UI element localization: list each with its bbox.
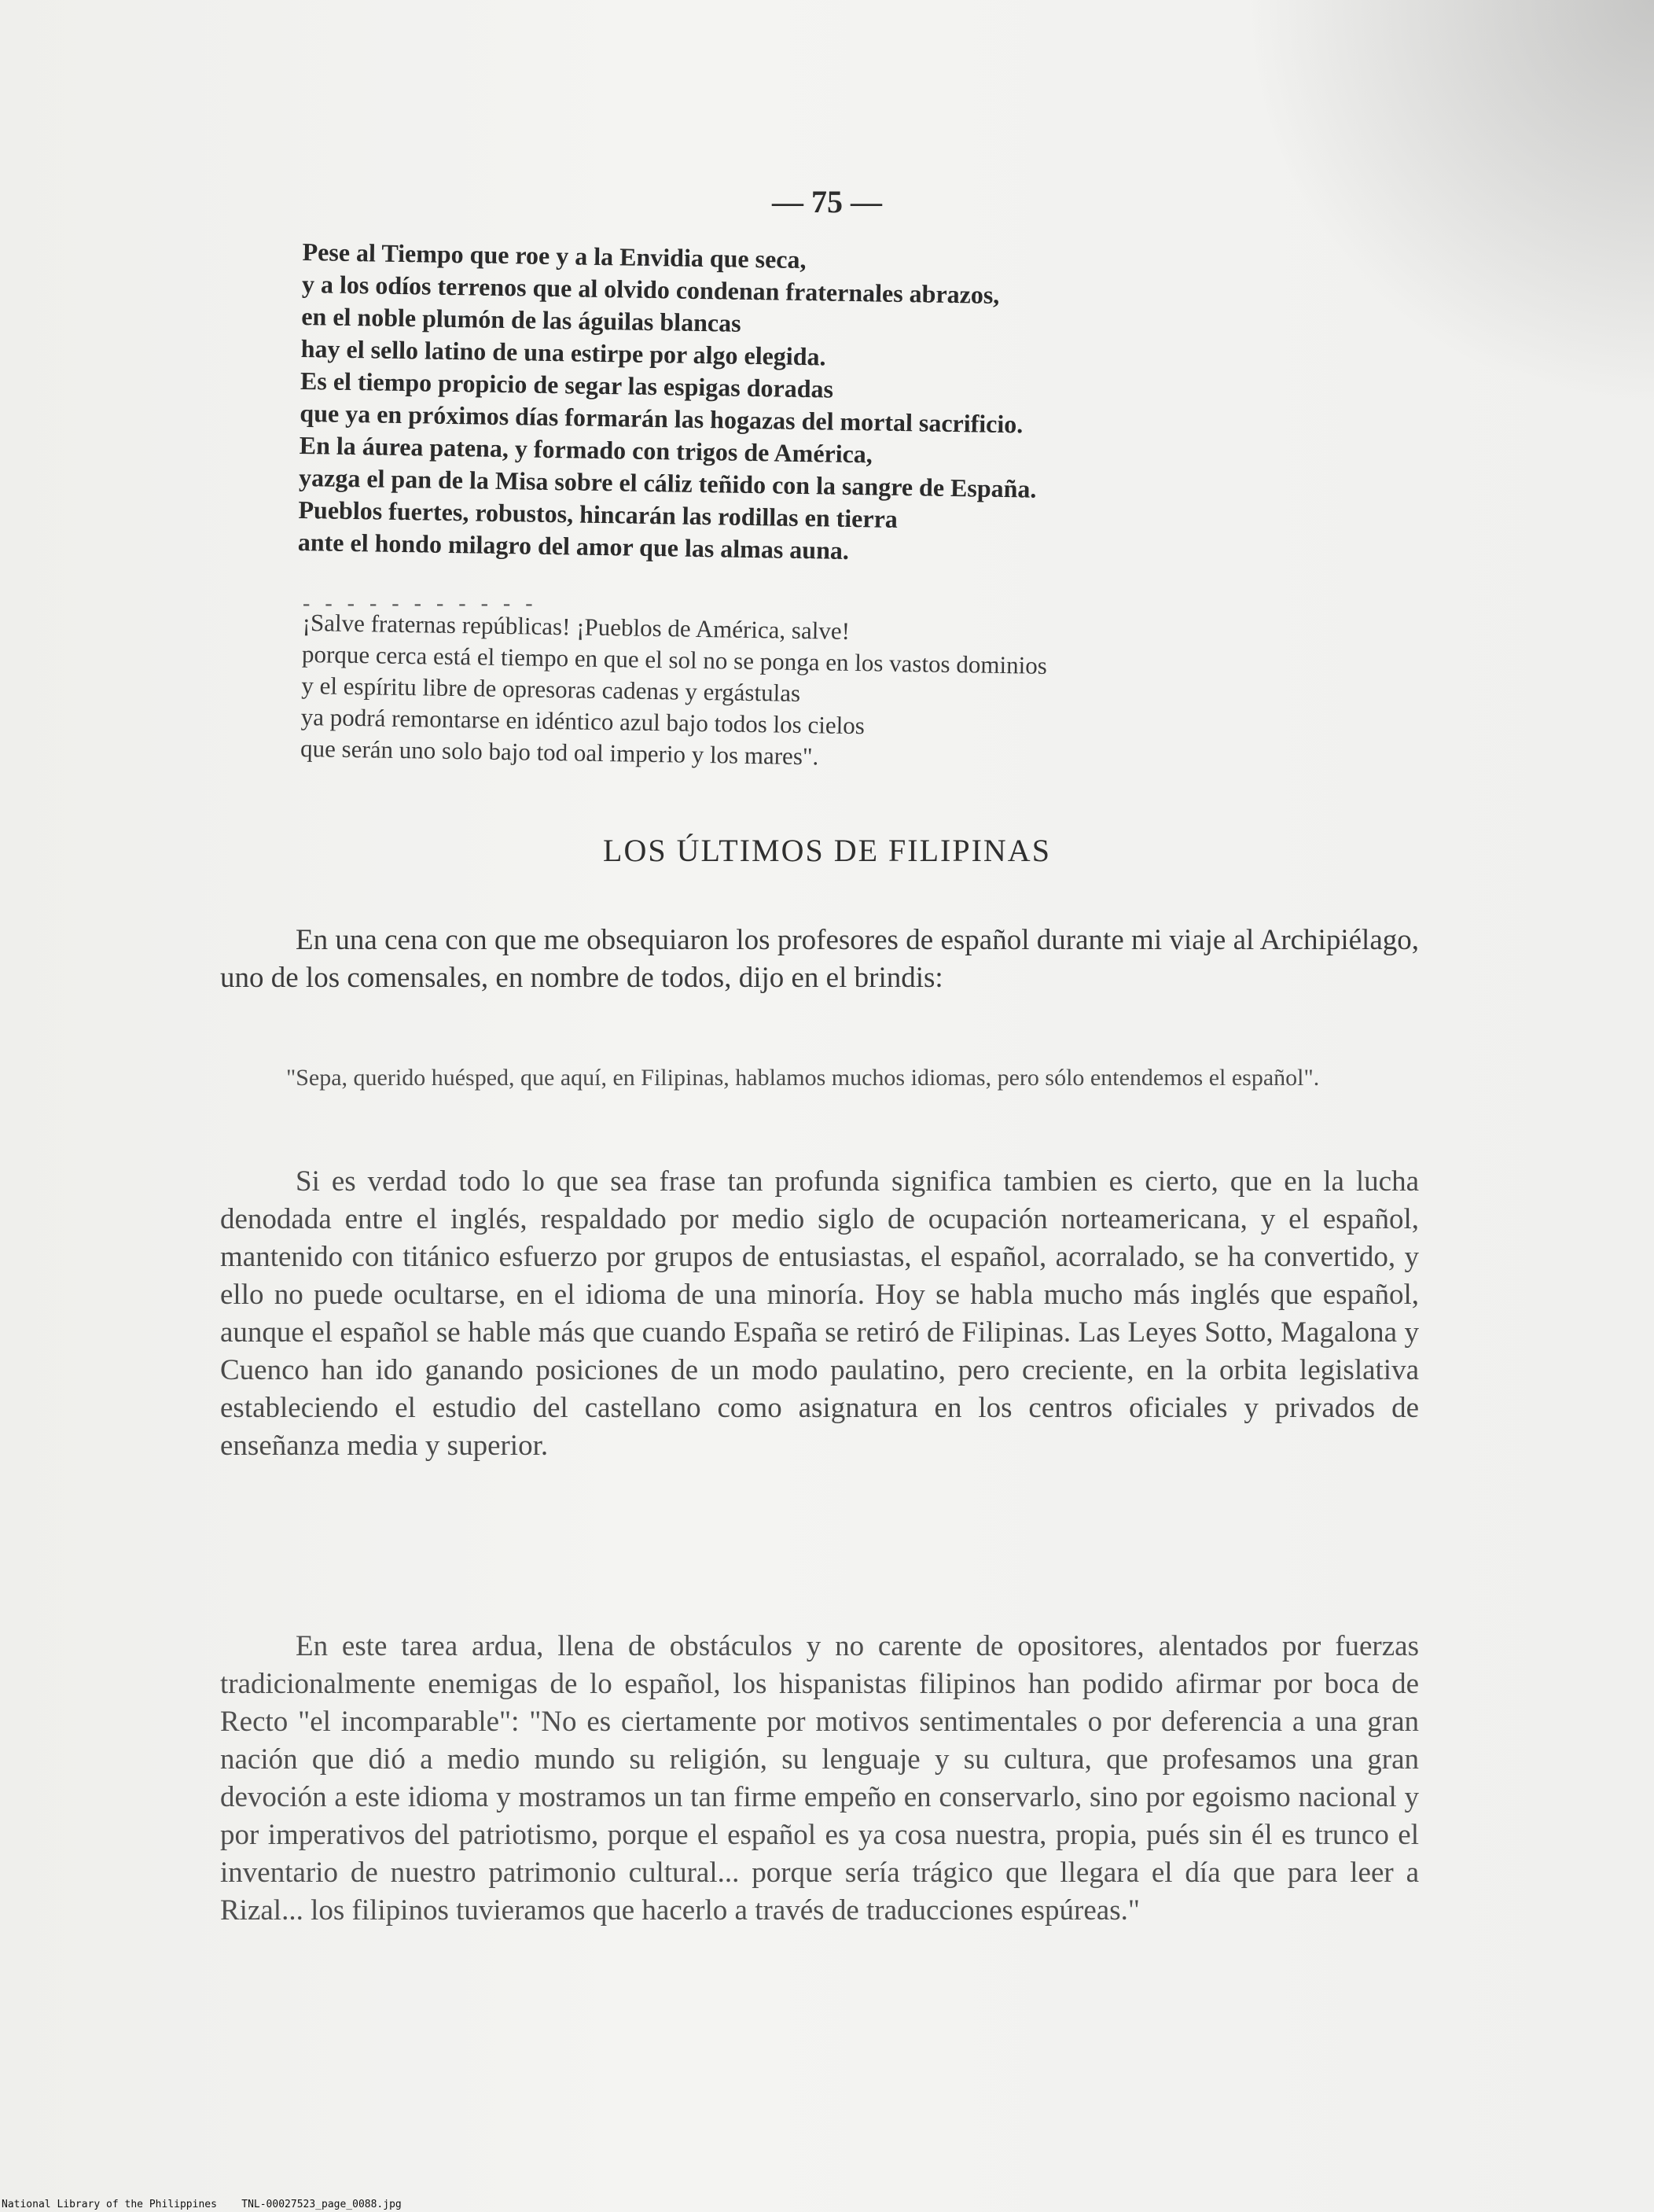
poem-line: ante el hondo milagro del amor que las almas auna.	[297, 527, 850, 565]
poem-line: hay el sello latino de una estirpe por algo elegida.	[300, 333, 826, 371]
poem-line: ¡Salve fraternas repúblicas! ¡Pueblos de América, salve!	[302, 608, 851, 645]
poem-line: Pueblos fuertes, robustos, hincarán las rodillas en tierra	[298, 495, 899, 533]
poem-line: en el noble plumón de las águilas blancas	[301, 301, 741, 337]
poem-line: y a los odíos terrenos que al olvido condenan fraternales abrazos,	[301, 269, 1000, 309]
poem-line: que serán uno solo bajo tod oal imperio y los mares".	[300, 734, 819, 771]
poem-stanza-2	[300, 607, 1435, 782]
scan-footer	[2, 2199, 402, 2210]
poem-line: porque cerca está el tiempo en que el sol no se ponga en los vastos dominios	[301, 639, 1048, 679]
page-number: — 75 —	[772, 184, 882, 219]
section-title: LOS ÚLTIMOS DE FILIPINAS	[603, 833, 1051, 868]
paragraph-body: Si es verdad todo lo que sea frase tan profunda significa tambien es cierto, que en la lucha denodada entre el inglés, respaldado por medio siglo de ocupación norteamericana, y el español, mantenido con titánico esfuerzo por grupos de entusiastas, el español, acorralado, se ha convertido, y ello no puede ocultarse, en el idioma de una minoría. Hoy se habla mucho más inglés que español, aunque el español se hable más que cuando España se retiró de Filipinas. Las Leyes Sotto, Magalona y Cuenco han ido ganando posiciones de un modo paulatino, pero creciente, en la orbita legislativa estableciendo el estudio del castellano como asignatura en los centros oficiales y privados de enseñanza media y superior.	[220, 1165, 1419, 1462]
poem-line: Es el tiempo propicio de segar las espigas doradas	[300, 366, 834, 403]
poem-stanza-1	[298, 236, 1435, 576]
poem-line: Pese al Tiempo que roe y a la Envidia que seca,	[302, 237, 807, 274]
quote-toast: "Sepa, querido huésped, que aquí, en Filipinas, hablamos muchos idiomas, pero sólo entendemos el español".	[286, 1065, 1320, 1091]
paragraph-body: En este tarea ardua, llena de obstáculos y no carente de opositores, alentados por fuerzas tradicionalmente enemigas de lo español, los hispanistas filipinos han podido afirmar por boca de Recto "el incomparable": "No es ciertamente por motivos sentimentales o por deferencia a una gran nación que dió a medio mundo su religión, su lenguaje y su cultura, que profesamos una gran devoción a este idioma y mostramos un tan firme empeño en conservarlo, sino por egoismo nacional y por imperativos del patriotismo, porque el español es ya cosa nuestra, propia, pués sin él es trunco el inventario de nuestro patrimonio cultural... porque sería trágico que llegara el día que para leer a Rizal... los filipinos tuvieramos que hacerlo a través de traducciones espúreas."	[220, 1630, 1419, 1927]
poem-line: yazga el pan de la Misa sobre el cáliz teñido con la sangre de España.	[298, 462, 1037, 503]
poem-line: y el espíritu libre de opresoras cadenas y ergástulas	[301, 671, 801, 707]
poem-line: que ya en próximos días formarán las hogazas del mortal sacrificio.	[300, 398, 1024, 439]
footer-library: National Library of the Philippines	[2, 2199, 217, 2210]
poem-line: En la áurea patena, y formado con trigos de América,	[299, 430, 873, 469]
paragraph-intro: En una cena con que me obsequiaron los profesores de español durante mi viaje al Archipiélago, uno de los comensales, en nombre de todos, dijo en el brindis:	[220, 924, 1419, 994]
separator: - - - - - - - - - - -	[303, 591, 538, 616]
poem-line: ya podrá remontarse en idéntico azul bajo todos los cielos	[300, 702, 866, 740]
footer-file-id: TNL-00027523_page_0088.jpg	[241, 2199, 402, 2210]
